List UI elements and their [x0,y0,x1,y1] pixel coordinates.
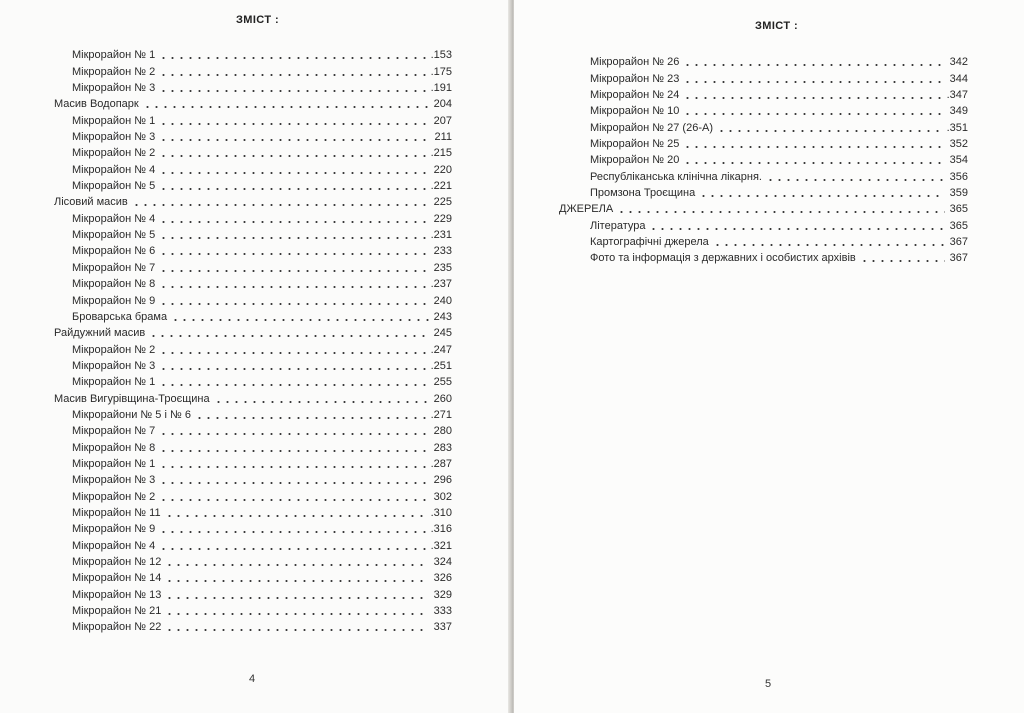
toc-entry-label: Мікрорайон № 5 [72,229,156,242]
toc-entry [54,127,452,143]
toc-entry-page: 333 [433,605,452,618]
toc-section-entry [54,94,452,110]
toc-entry-label: Республіканська клінічна лікарня. [590,170,762,183]
toc-entry-label: Мікрорайон № 9 [72,523,156,536]
toc-entry [559,166,968,182]
dot-leader [165,508,428,518]
dot-leader [717,123,944,133]
toc-entry-page: 225 [433,196,452,209]
toc-entry-label: Мікрорайон № 22 [72,621,162,634]
page-title: ЗМІСТ : [236,14,280,26]
toc-entry-label: Мікрорайон № 3 [72,131,156,144]
toc-entry-page: 352 [949,138,968,151]
toc-entry-label: Масив Вигурівщина-Троєщина [54,392,210,405]
toc-section-entry [559,199,968,215]
toc-section-entry [54,192,452,208]
toc-entry-label: Мікрорайон № 2 [72,65,156,78]
toc-section-entry [54,323,452,339]
toc-entry-page: 240 [433,294,452,307]
toc-section-entry [54,388,452,404]
toc-entry-label: Мікрорайон № 1 [72,114,156,127]
toc-entry [559,134,968,150]
toc-entry-page: 296 [433,474,452,487]
dot-leader [165,573,429,583]
toc-entry-label: Мікрорайон № 8 [72,441,156,454]
toc-entry-page: .215 [430,147,452,160]
toc-entry-label: Мікрорайон № 2 [72,147,156,160]
toc-entry [559,183,968,199]
right-page [514,0,1024,713]
toc-entry [54,470,452,486]
dot-leader [159,279,427,289]
table-of-contents [54,45,452,633]
toc-entry [54,257,452,273]
dot-leader [159,541,427,551]
toc-entry [559,117,968,133]
toc-entry [54,568,452,584]
toc-entry-label: Мікрорайон № 24 [590,89,680,102]
toc-entry-page: 211 [434,131,452,144]
toc-entry-label: Масив Водопарк [54,98,139,111]
toc-entry-page: 356 [949,170,968,183]
dot-leader [159,214,429,224]
dot-leader [195,410,428,420]
toc-entry-page: 283 [433,441,452,454]
toc-entry [559,150,968,166]
toc-entry-page: .287 [430,457,452,470]
dot-leader [699,188,945,198]
toc-entry-label: Мікрорайон № 3 [72,474,156,487]
toc-entry-label: Броварська брама [72,310,168,323]
toc-entry-page: .347 [946,89,968,102]
toc-entry-page: .231 [430,229,452,242]
toc-entry-page: 367 [949,252,968,265]
dot-leader [683,57,945,67]
toc-entry-label: Мікрорайон № 7 [72,261,156,274]
dot-leader [214,394,429,404]
toc-entry-page: 229 [433,212,452,225]
toc-entry-page: 233 [433,245,452,258]
toc-entry-page: .237 [430,278,452,291]
toc-entry-label: Мікрорайон № 11 [72,506,161,519]
toc-entry-page: 342 [949,56,968,69]
toc-entry-page: 337 [433,621,452,634]
toc-entry-page: .191 [430,82,452,95]
toc-entry-page: .271 [430,408,452,421]
toc-entry-page: 344 [949,72,968,85]
toc-entry-page: .321 [430,539,452,552]
dot-leader [159,230,427,240]
toc-entry-page: .175 [430,65,452,78]
toc-entry-label: Мікрорайон № 2 [72,343,156,356]
dot-leader [159,165,429,175]
toc-entry-label: Мікрорайон № 1 [72,376,156,389]
toc-entry-label: Мікрорайон № 26 [590,56,680,69]
dot-leader [159,459,427,469]
toc-entry-label: Промзона Троєщина [590,187,696,200]
dot-leader [159,148,427,158]
toc-entry-page: 220 [433,163,452,176]
toc-entry [54,110,452,126]
toc-entry-page: 359 [949,187,968,200]
toc-entry [54,61,452,77]
toc-entry-page: .221 [430,180,452,193]
toc-entry [54,421,452,437]
toc-entry-label: Картографічні джерела [590,236,709,249]
dot-leader [159,296,429,306]
toc-entry-page: .351 [946,121,968,134]
toc-entry-page: .153 [430,49,452,62]
toc-entry [54,535,452,551]
toc-entry-page: .310 [430,506,452,519]
toc-entry [559,52,968,68]
toc-entry [54,143,452,159]
toc-entry [54,405,452,421]
toc-entry [54,290,452,306]
dot-leader [159,246,429,256]
page-title: ЗМІСТ : [755,20,799,32]
toc-entry-label: Мікрорайон № 7 [72,425,156,438]
toc-entry-label: Райдужний масив [54,327,146,340]
toc-entry-label: Мікрорайон № 1 [72,49,156,62]
dot-leader [171,312,429,322]
dot-leader [159,524,427,534]
dot-leader [713,237,945,247]
toc-entry [54,225,452,241]
toc-entry-label: Фото та інформація з державних і особистих архівів [590,252,856,265]
toc-entry-label: Мікрорайон № 4 [72,163,156,176]
dot-leader [683,139,945,149]
toc-entry [54,552,452,568]
toc-entry-page: 302 [433,490,452,503]
dot-leader [683,90,943,100]
toc-entry [54,274,452,290]
toc-entry [54,307,452,323]
toc-entry-label: Мікрорайон № 13 [72,588,162,601]
dot-leader [159,50,427,60]
toc-entry [54,159,452,175]
toc-entry-page: .251 [430,359,452,372]
toc-entry [54,241,452,257]
toc-entry [559,68,968,84]
dot-leader [683,74,945,84]
dot-leader [159,181,427,191]
toc-entry [54,356,452,372]
dot-leader [132,197,429,207]
dot-leader [159,116,429,126]
toc-entry-page: 326 [433,572,452,585]
toc-entry-label: Мікрорайон № 14 [72,572,162,585]
toc-entry-page: .316 [430,523,452,536]
dot-leader [165,590,429,600]
toc-entry-page: 255 [433,376,452,389]
toc-entry [559,101,968,117]
dot-leader [159,426,429,436]
toc-entry [559,85,968,101]
toc-entry [54,208,452,224]
toc-entry [54,601,452,617]
dot-leader [165,622,429,632]
toc-entry-label: Мікрорайон № 12 [72,556,162,568]
dot-leader [683,155,945,165]
toc-entry-label: Мікрорайон № 20 [590,154,680,167]
toc-entry [559,215,968,231]
toc-entry [559,248,968,264]
toc-entry [54,617,452,633]
toc-entry-label: Мікрорайон № 3 [72,359,156,372]
dot-leader [683,106,945,116]
toc-entry-label: Мікрорайон № 25 [590,138,680,151]
toc-entry-page: 349 [949,105,968,118]
toc-entry-label: Мікрорайон № 3 [72,82,156,95]
toc-entry-page: 204 [433,98,452,111]
toc-entry-label: Мікрорайон № 10 [590,105,680,118]
toc-entry-page: 243 [433,310,452,323]
toc-entry-label: Мікрорайон № 6 [72,245,156,258]
toc-entry-page: 235 [433,261,452,274]
toc-entry-label: Мікрорайон № 2 [72,490,156,503]
toc-entry [54,372,452,388]
toc-entry [54,45,452,61]
dot-leader [159,492,429,502]
toc-entry-label: Мікрорайон № 4 [72,212,156,225]
dot-leader [649,221,945,231]
toc-entry [54,454,452,470]
toc-entry [54,503,452,519]
dot-leader [617,204,945,214]
toc-entry [54,176,452,192]
toc-entry-label: Мікрорайон № 9 [72,294,156,307]
toc-entry [54,78,452,94]
dot-leader [860,253,945,263]
toc-entry-page: 260 [433,392,452,405]
dot-leader [159,443,429,453]
toc-entry-label: Мікрорайон № 4 [72,539,156,552]
toc-entry-label: Мікрорайон № 5 [72,180,156,193]
toc-entry-page: 207 [433,114,452,127]
toc-entry [559,232,968,248]
toc-entry [54,584,452,600]
dot-leader [165,606,429,616]
dot-leader [165,557,429,567]
toc-entry-label: Мікрорайон № 8 [72,278,156,291]
dot-leader [159,345,427,355]
dot-leader [159,377,429,387]
toc-entry-page: 324 [433,556,452,568]
toc-entry-page: .247 [430,343,452,356]
toc-entry-page: 365 [949,219,968,232]
toc-entry-label: Мікрорайон № 27 (26-А) [590,121,713,134]
toc-entry-page: 245 [433,327,452,340]
dot-leader [159,263,429,273]
toc-entry-label: Мікрорайон № 21 [72,605,162,618]
dot-leader [143,99,429,109]
dot-leader [159,361,427,371]
dot-leader [149,328,429,338]
page-number: 4 [249,673,256,685]
toc-entry-label: Мікрорайон № 1 [72,457,156,470]
toc-entry-label: Лісовий масив [54,196,128,209]
table-of-contents [559,52,968,264]
toc-entry-label: Мікрорайони № 5 і № 6 [72,408,191,421]
toc-entry [54,519,452,535]
toc-entry-label: ДЖЕРЕЛА [559,203,614,216]
toc-entry [54,339,452,355]
page-number: 5 [765,678,772,690]
dot-leader [159,132,429,142]
toc-entry-label: Мікрорайон № 23 [590,72,680,85]
toc-entry-label: Література [590,219,646,232]
dot-leader [766,172,945,182]
toc-entry-page: 367 [949,236,968,249]
toc-entry-page: 365 [949,203,968,216]
dot-leader [159,475,429,485]
dot-leader [159,83,427,93]
toc-entry [54,486,452,502]
toc-entry-page: 329 [433,588,452,601]
toc-entry [54,437,452,453]
toc-entry-page: 280 [433,425,452,438]
toc-entry-page: 354 [949,154,968,167]
dot-leader [159,67,427,77]
